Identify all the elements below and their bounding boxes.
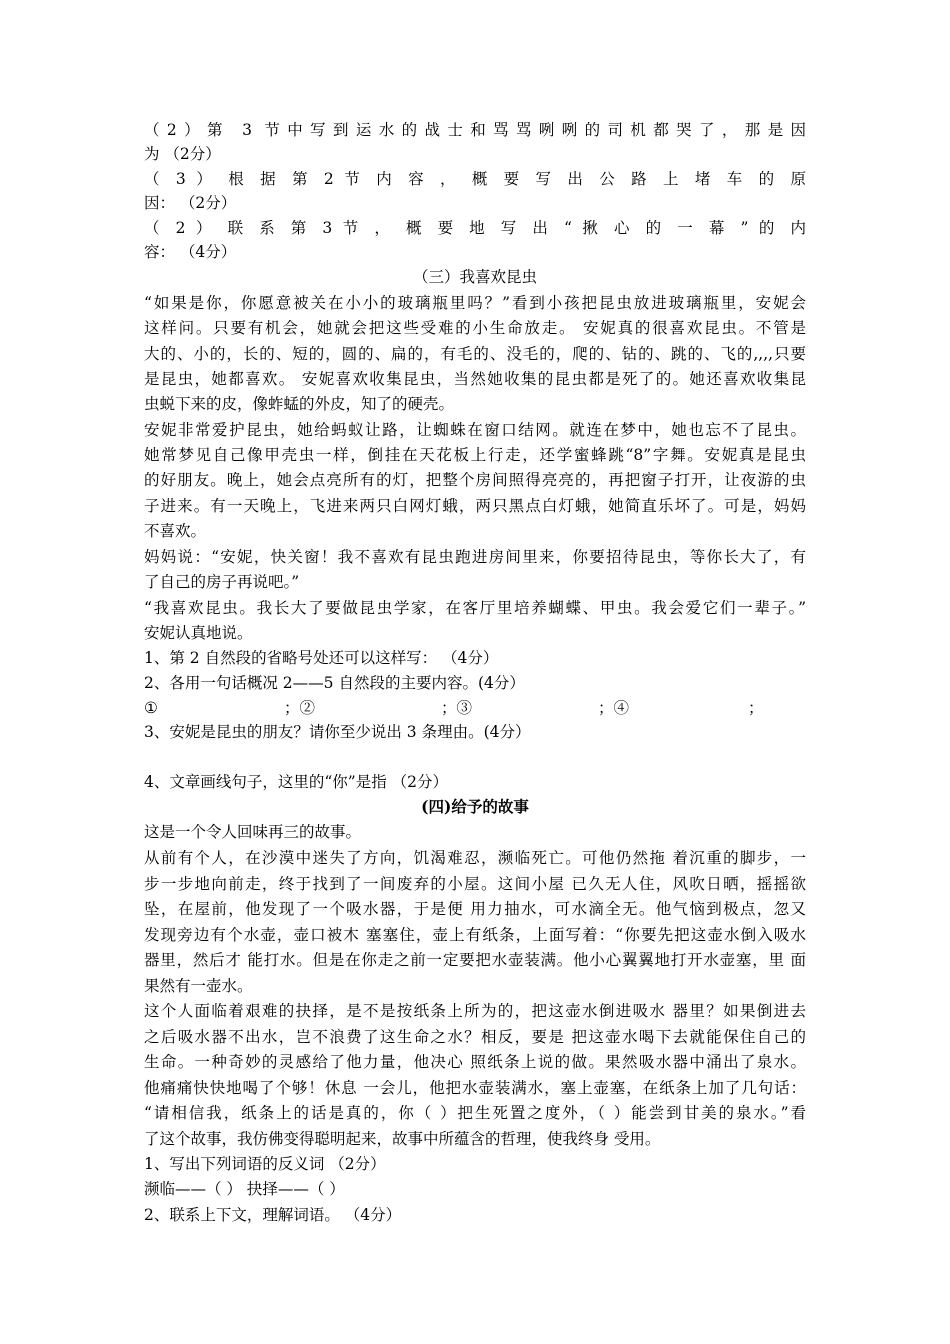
section-title-giving-story: (四)给予的故事 (421, 797, 529, 816)
question-4: 4、文章画线句子，这里的“你”是指 （2分） (144, 773, 448, 791)
blank-2: ；② (284, 699, 316, 717)
question-line: 为 （2分） (144, 145, 221, 163)
passage-line: 了自己的房子再说吧。” (144, 573, 300, 591)
passage-line: 果然有一壶水。 (144, 977, 253, 995)
passage-line: “我喜欢昆虫。我长大了要做昆虫学家，在客厅里培养蝴蝶、甲虫。我会爱它们一辈子。” (144, 599, 806, 617)
question-line: （ 3 ） 根 据 第 2 节 内 容 ， 概 要 写 出 公 路 上 堵 车 的 原 (144, 170, 806, 188)
passage-line: 子进来。有一天晚上，飞进来两只白网灯蛾，两只黑点白灯蛾，她简直乐坏了。可是，妈妈 (144, 497, 806, 515)
question-line: 容： （4分） (144, 243, 237, 261)
question-1: 1、写出下列词语的反义词 （2分） (144, 1155, 386, 1173)
passage-line: 他痛痛快快地喝了个够！休息 一会儿，他把水壶装满水，塞上壶塞，在纸条上加了几句话： (144, 1079, 806, 1097)
passage-line: 发现旁边有个水壶，壶口被木 塞塞住，壶上有纸条，上面写着：“你要先把这壶水倒入吸水 (144, 926, 806, 944)
question-2: 2、各用一句话概况 2——5 自然段的主要内容。(4分） (144, 674, 525, 692)
passage-line: 这样问。只要有机会，她就会把这些受难的小生命放走。 安妮真的很喜欢昆虫。不管是 (144, 319, 806, 337)
passage-line: 安妮非常爱护昆虫，她给蚂蚁让路，让蜘蛛在窗口结网。就连在梦中，她也忘不了昆虫。 (144, 421, 806, 439)
antonym-answer-line: 濒临——（ ） 抉择——（ ） (144, 1180, 345, 1198)
question-2: 2、联系上下文，理解词语。 （4分） (144, 1206, 402, 1224)
passage-line: 步一步地向前走，终于找到了一间废弃的小屋。这间小屋 已久无人住，风吹日晒，摇摇欲 (144, 875, 806, 893)
question-line: （ 2 ） 联 系 第 3 节 ， 概 要 地 写 出 “ 揪 心 的 一 幕 ” 的 内 (144, 219, 806, 237)
passage-line: 了这个故事，我仿佛变得聪明起来，故事中所蕴含的哲理，使我终身 受用。 (144, 1130, 661, 1148)
passage-line: 从前有个人，在沙漠中迷失了方向，饥渴难忍，濒临死亡。可他仍然拖 着沉重的脚步，一 (144, 849, 806, 867)
passage-line: “如果是你，你愿意被关在小小的玻璃瓶里吗？”看到小孩把昆虫放进玻璃瓶里，安妮会 (144, 294, 806, 312)
passage-line: 是昆虫，她都喜欢。 安妮喜欢收集昆虫，当然她收集的昆虫都是死了的。她还喜欢收集昆 (144, 370, 806, 388)
question-line: （2）第 3 节中写到运水的战士和骂骂咧咧的司机都哭了，那是因 (144, 121, 806, 139)
passage-line: 这是一个令人回味再三的故事。 (144, 823, 362, 841)
question-line: 因： （2分） (144, 194, 237, 212)
blank-4: ；④ (598, 699, 630, 717)
passage-line: 她常梦见自己像甲壳虫一样，倒挂在天花板上行走，还学蜜蜂跳“8”字舞。安妮真是昆虫 (144, 446, 806, 464)
passage-line: 坠，在屋前，他发现了一个吸水器，于是便 用力抽水，可水滴全无。他气恼到极点，忽又 (144, 900, 806, 918)
passage-line: 不喜欢。 (144, 522, 207, 540)
blank-1: ① (144, 699, 158, 717)
passage-line: 妈妈说：“安妮，快关窗！我不喜欢有昆虫跑进房间里来，你要招待昆虫，等你长大了，有 (144, 548, 806, 566)
passage-line: 之后吸水器不出水，岂不浪费了这生命之水？相反，要是 把这壶水喝下去就能保住自己的 (144, 1028, 806, 1046)
section-title-insects: （三）我喜欢昆虫 (412, 268, 537, 286)
passage-line: 大的、小的，长的、短的，圆的、扁的，有毛的、没毛的，爬的、钻的、跳的、飞的,,,,只要 (144, 345, 806, 363)
passage-line: 器里，然后才 能打水。但是在你走之前一定要把水壶装满。他小心翼翼地打开水壶塞，里 面 (144, 951, 806, 969)
passage-line: 生命。一种奇妙的灵感给了他力量，他决心 照纸条上说的做。果然吸水器中涌出了泉水。 (144, 1053, 806, 1071)
blank-3: ；③ (441, 699, 473, 717)
answer-blanks-row (144, 696, 806, 720)
passage-line: 这个人面临着艰难的抉择，是不是按纸条上所为的，把这壶水倒进吸水 器里？如果倒进去 (144, 1002, 806, 1020)
passage-line: 虫蜕下来的皮，像蚱蜢的外皮，知了的硬壳。 (144, 395, 455, 413)
passage-line: “请相信我，纸条上的话是真的，你（ ）把生死置之度外，（ ）能尝到甘美的泉水。”看 (144, 1104, 806, 1122)
question-3: 3、安妮是昆虫的朋友？请你至少说出 3 条理由。(4分） (144, 723, 531, 741)
passage-line: 的好朋友。晚上，她会点亮所有的灯，把整个房间照得亮亮的，再把窗子打开，让夜游的虫 (144, 471, 806, 489)
blank-end: ； (748, 699, 764, 717)
question-1: 1、第 2 自然段的省略号处还可以这样写： （4分） (144, 649, 499, 667)
passage-line: 安妮认真地说。 (144, 624, 253, 642)
